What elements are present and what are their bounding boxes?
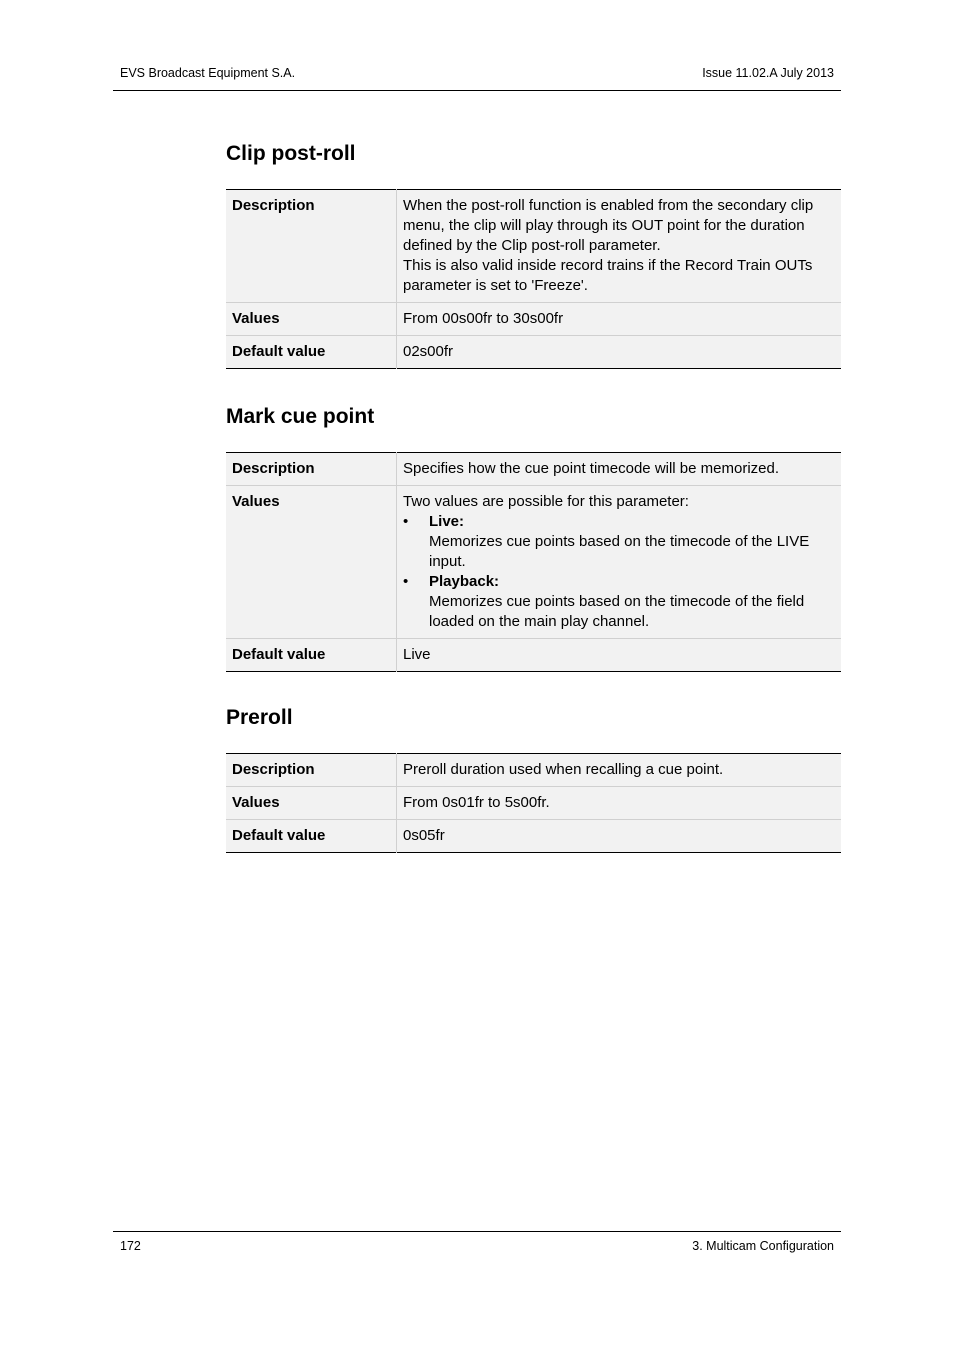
row-value: Live (403, 646, 431, 663)
row-label: Description (226, 453, 397, 486)
row-label: Default value (226, 820, 397, 853)
page-header (113, 66, 841, 91)
page-number: 172 (120, 1239, 141, 1253)
bullet-icon: • (403, 513, 409, 530)
description-line: This is also valid inside record trains if the Record Train OUTs (403, 257, 813, 274)
option-title: Live: (429, 513, 465, 530)
row-value: Specifies how the cue point timecode will be memorized. (403, 460, 780, 477)
row-value: 0s05fr (403, 827, 445, 844)
description-line: defined by the Clip post-roll parameter. (403, 237, 661, 254)
mark-cue-point-table (226, 452, 841, 672)
table-row (226, 639, 841, 672)
table-row (226, 820, 841, 853)
description-line: parameter is set to 'Freeze'. (403, 277, 588, 294)
row-label: Description (226, 190, 397, 303)
list-item (403, 512, 835, 572)
row-value: From 0s01fr to 5s00fr. (403, 794, 550, 811)
row-label: Values (226, 787, 397, 820)
preroll-table (226, 753, 841, 853)
bullet-icon: • (403, 573, 409, 590)
values-intro: Two values are possible for this parameter: (403, 493, 689, 510)
row-value: From 00s00fr to 30s00fr (403, 310, 564, 327)
header-company: EVS Broadcast Equipment S.A. (120, 66, 296, 80)
table-row (226, 336, 841, 369)
clip-post-roll-table (226, 189, 841, 369)
row-label: Default value (226, 639, 397, 672)
header-issue: Issue 11.02.A July 2013 (702, 66, 834, 80)
row-label: Values (226, 486, 397, 639)
section-title-preroll: Preroll (226, 706, 293, 729)
section-title-clip-post-roll: Clip post-roll (226, 142, 356, 165)
description-line: menu, the clip will play through its OUT point for the duration (403, 217, 805, 234)
option-title: Playback: (429, 573, 500, 590)
row-value (397, 486, 842, 639)
table-row (226, 453, 841, 486)
table-row (226, 190, 841, 303)
option-desc-line: Memorizes cue points based on the timecode of the field (429, 593, 805, 610)
row-value: Preroll duration used when recalling a cue point. (403, 761, 724, 778)
option-desc-line: loaded on the main play channel. (429, 613, 650, 630)
table-row (226, 486, 841, 639)
section-title-mark-cue-point: Mark cue point (226, 405, 375, 428)
row-value: 02s00fr (403, 343, 454, 360)
option-desc-line: Memorizes cue points based on the timecode of the LIVE (429, 533, 810, 550)
table-row (226, 754, 841, 787)
row-label: Values (226, 303, 397, 336)
page-footer (113, 1231, 841, 1256)
table-row (226, 787, 841, 820)
values-list (403, 512, 835, 632)
chapter-title: 3. Multicam Configuration (692, 1239, 834, 1253)
row-value (397, 190, 842, 303)
list-item (403, 572, 835, 632)
table-row (226, 303, 841, 336)
option-desc-line: input. (429, 553, 466, 570)
row-label: Description (226, 754, 397, 787)
row-label: Default value (226, 336, 397, 369)
description-line: When the post-roll function is enabled from the secondary clip (403, 197, 814, 214)
